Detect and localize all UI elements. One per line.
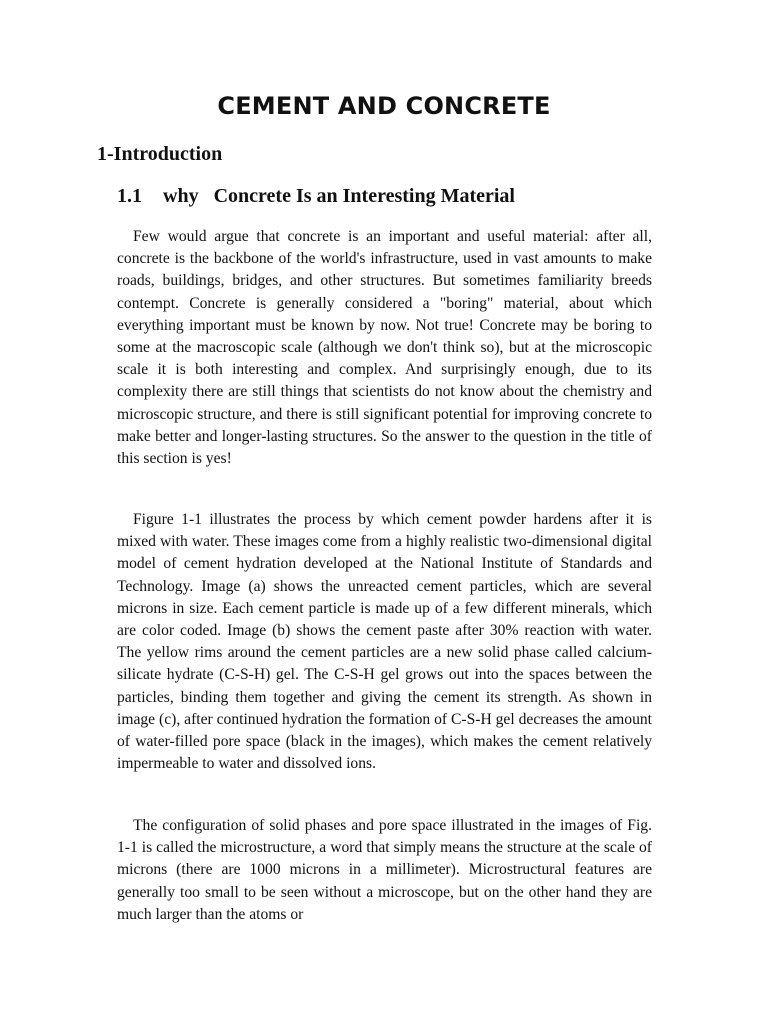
section-heading: 1-Introduction (97, 143, 223, 165)
paragraph-intro: Few would argue that concrete is an important and useful material: after all, concrete is the backbone of the world's infrastructure, used in vast amounts to make roads, buildings, bridges, and other structures. But sometimes familiarity breeds contempt. Concrete is generally considered a "boring" material, about which everything important must be known by now. Not true! Concrete may be boring to some at the macroscopic scale (although we don't think so), but at the microscopic scale it is both interesting and complex. And surprisingly enough, due to its complexity there are still things that scientists do not know about the chemistry and microscopic structure, and there is still significant potential for improving concrete to make better and longer-lasting structures. So the answer to the question in the title of this section is yes! (117, 228, 652, 468)
subsection-title: why Concrete Is an Interesting Material (163, 185, 515, 207)
document-title: CEMENT AND CONCRETE (217, 92, 551, 120)
paragraph-figure-description: Figure 1-1 illustrates the process by which cement powder hardens after it is mixed with water. These images come from a highly realistic two-dimensional digital model of cement hydration developed at the National Institute of Standards and Technology. Image (a) shows the unreacted cement particles, which are several microns in size. Each cement particle is made up of a few different minerals, which are color coded. Image (b) shows the cement paste after 30% reaction with water. The yellow rims around the cement particles are a new solid phase called calcium-silicate hydrate (C-S-H) gel. The C-S-H gel grows out into the spaces between the particles, binding them together and giving the cement its strength. As shown in image (c), after continued hydration the formation of C-S-H gel decreases the amount of water-filled pore space (black in the images), which makes the cement relatively impermeable to water and dissolved ions. (117, 511, 652, 773)
subsection-number: 1.1 (117, 185, 142, 207)
paragraph-microstructure: The configuration of solid phases and pore space illustrated in the images of Fig. 1-1 is called the microstructure, a word that simply means the structure at the scale of microns (there are 1000 microns in a millimeter). Microstructural features are generally too small to be seen without a microscope, but on the other hand they are much larger than the atoms or (117, 817, 652, 923)
subsection-heading (117, 185, 515, 208)
